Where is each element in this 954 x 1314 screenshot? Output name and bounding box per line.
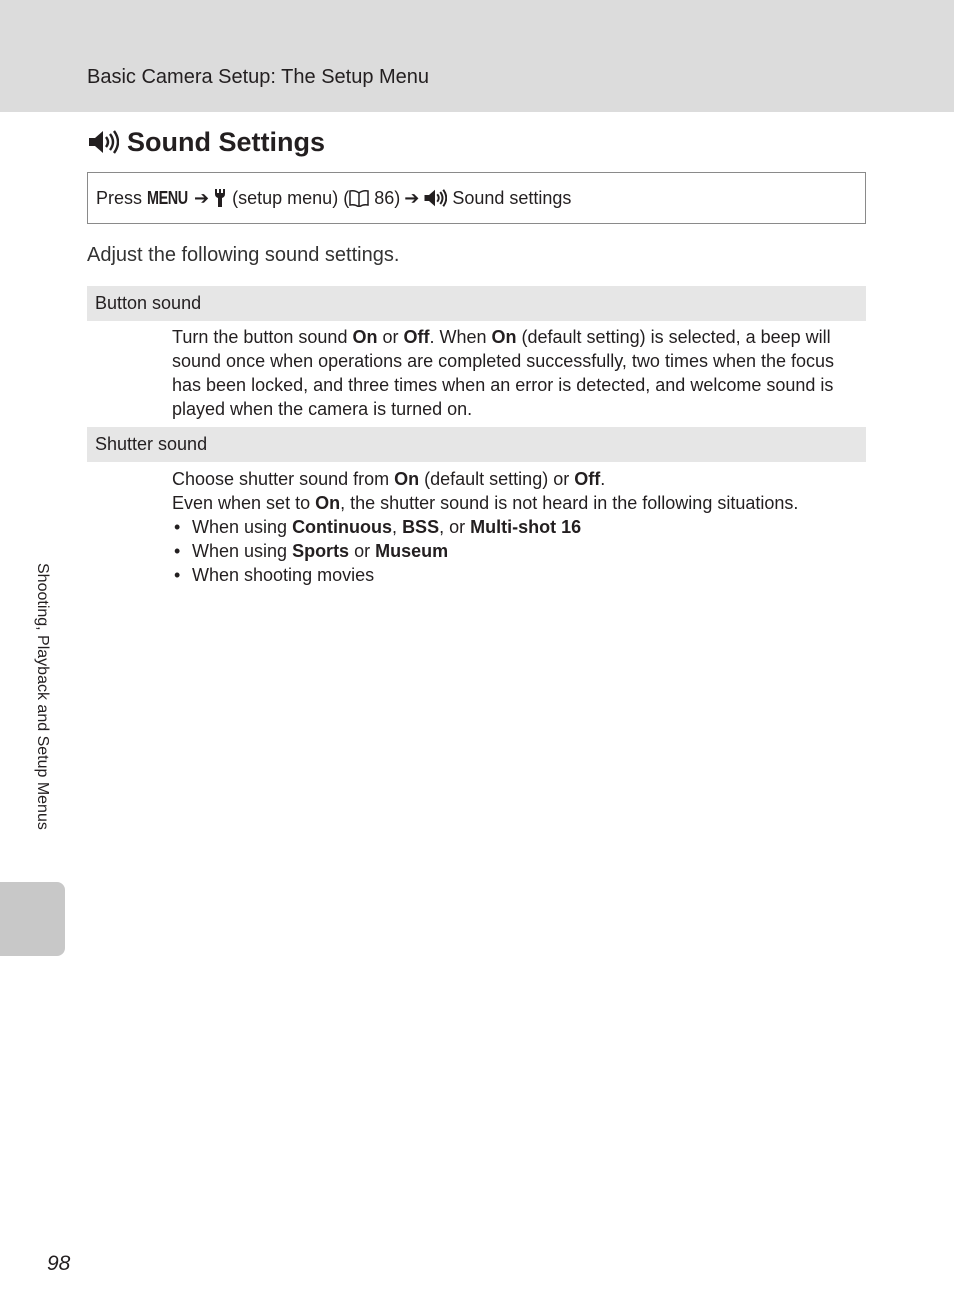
section-body-shutter-sound [172, 467, 862, 587]
header-band [0, 0, 954, 112]
intro-text: Adjust the following sound settings. [87, 244, 400, 266]
chapter-tab [0, 882, 65, 956]
wrench-icon [213, 188, 227, 208]
press-label: Press [96, 187, 143, 208]
list-item: • When using Continuous, BSS, or Multi-shot 16 [172, 515, 862, 539]
exception-list [172, 515, 862, 587]
section-heading-shutter-sound: Shutter sound [87, 427, 866, 462]
menu-path-box [87, 172, 866, 224]
running-header: Basic Camera Setup: The Setup Menu [87, 66, 430, 88]
section-heading-button-sound: Button sound [87, 286, 866, 321]
menu-button-label: MENU [147, 187, 188, 208]
arrow-right-icon: ➔ [194, 187, 210, 208]
page-title [87, 122, 325, 162]
list-item: • When shooting movies [172, 563, 862, 587]
shutter-sound-line-2: Even when set to On, the shutter sound is not heard in the following situations. [172, 493, 799, 513]
page-number: 98 [47, 1252, 71, 1275]
target-setting: Sound settings [452, 187, 572, 208]
button-sound-description: Turn the button sound On or Off. When On (default setting) is selected, a beep will sound once when operations are completed successfully, two times when the focus has been locked, and three times when an error is detected, and welcome sound is played when the camera is turned on. [172, 327, 835, 419]
speaker-sound-icon [87, 129, 119, 155]
shutter-sound-line-1: Choose shutter sound from On (default setting) or Off. [172, 469, 606, 489]
page-title-text: Sound Settings [127, 126, 325, 157]
reference-page: 86) [374, 187, 401, 208]
setup-menu-text: (setup menu) ( [232, 187, 350, 208]
book-reference-icon [349, 189, 369, 207]
section-body-button-sound [172, 325, 862, 421]
arrow-right-icon: ➔ [404, 187, 420, 208]
list-item: • When using Sports or Museum [172, 539, 862, 563]
side-chapter-label: Shooting, Playback and Setup Menus [34, 563, 51, 830]
speaker-sound-icon [423, 188, 447, 208]
